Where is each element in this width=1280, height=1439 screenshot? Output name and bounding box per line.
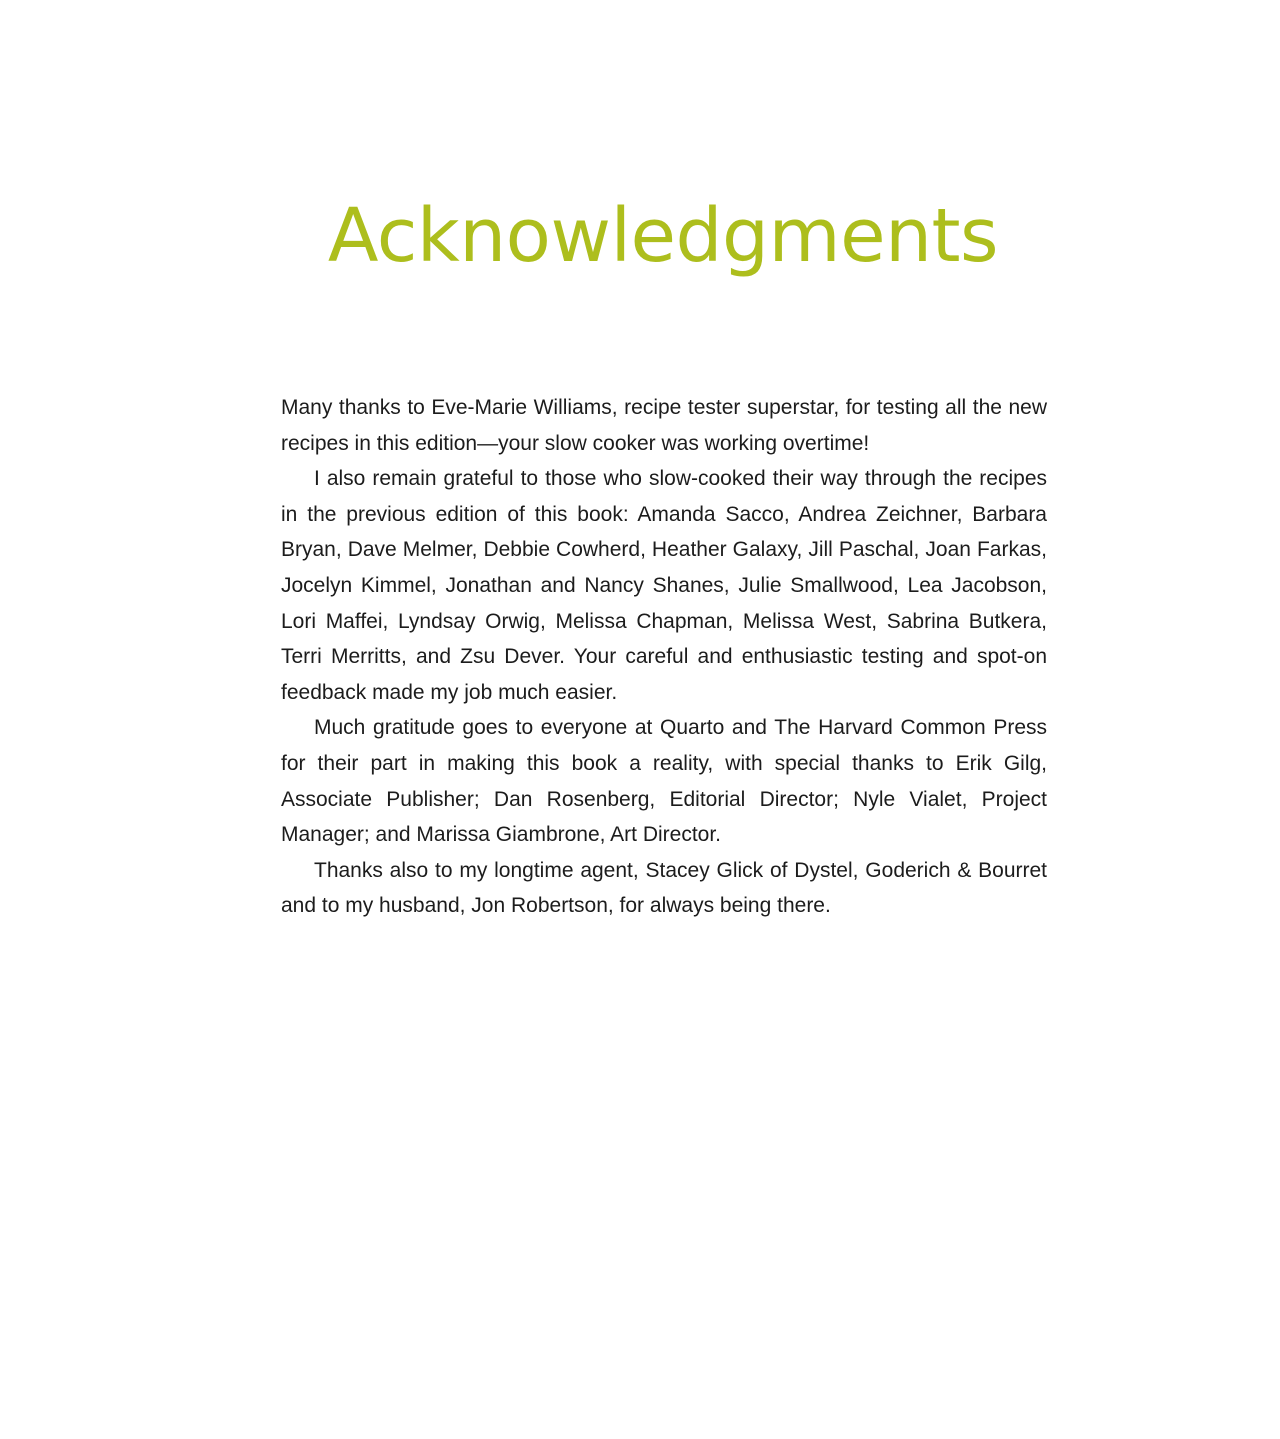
paragraph-3: Much gratitude goes to everyone at Quarto and The Harvard Common Press for their part in making this book a reality, with special thanks to Erik Gilg, Associate Publisher; Dan Rosenberg, Editorial Director; Nyle Vialet, Project Manager; and Marissa Giambrone, Art Director. — [281, 716, 1047, 847]
paragraph-2: I also remain grateful to those who slow-cooked their way through the recipes in the previous edition of this book: Amanda Sacco, Andrea Zeichner, Barbara Bryan, Dave Melmer, Debbie Cowherd, Heather Galaxy, Jill Paschal, Joan Farkas, Jocelyn Kimmel, Jonathan and Nancy Shanes, Julie Smallwood, Lea Jacobson, Lori Maffei, Lyndsay Orwig, Melissa Chapman, Melissa West, Sabrina Butkera, Terri Merritts, and Zsu Dever. Your careful and enthusiastic testing and spot-on feedback made my job much easier. — [281, 467, 1047, 704]
acknowledgments-body — [281, 390, 1047, 924]
paragraph-4: Thanks also to my longtime agent, Stacey Glick of Dystel, Goderich & Bourret and to my husband, Jon Robertson, for always being there. — [281, 858, 1047, 918]
page-title: Acknowledgments — [327, 193, 999, 279]
paragraph-1: Many thanks to Eve-Marie Williams, recipe tester superstar, for testing all the new recipes in this edition—your slow cooker was working overtime! — [281, 396, 1047, 455]
